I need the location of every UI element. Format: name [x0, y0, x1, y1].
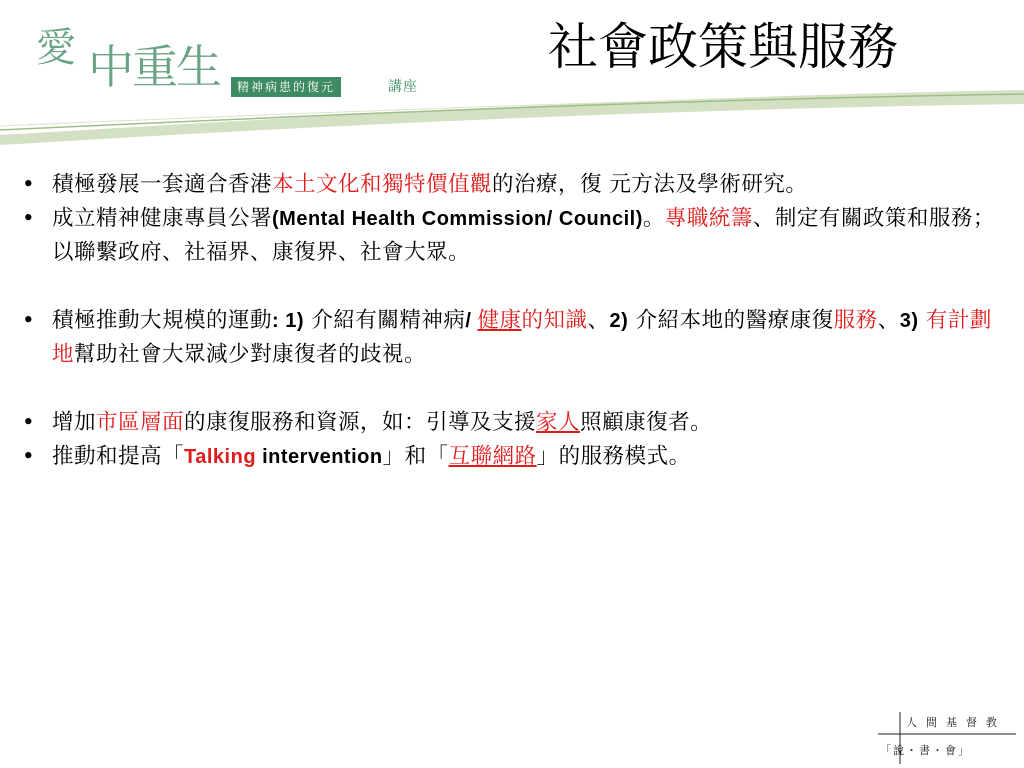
bullet-text: 介紹有關精神病 [304, 308, 466, 333]
bullet-text: (Mental Health Commission/ Council) [272, 208, 643, 230]
logo-subtitle: 精神病患的復元 [231, 77, 341, 97]
bullet-spacer [0, 372, 1024, 406]
bullet-text: 。 [642, 206, 665, 231]
bullet-text: 、 [587, 308, 610, 333]
highlight-text: 專職統籌 [664, 206, 753, 231]
highlight-text: 市區層面 [96, 410, 185, 435]
bullet-item [0, 168, 1024, 202]
bullet-item [0, 406, 1024, 440]
bullet-text: / [465, 310, 478, 332]
bullet-dot: • [22, 172, 36, 197]
highlight-text: 互聯網路 [448, 444, 537, 469]
bullet-text: 2) [609, 310, 629, 332]
bullet-text: 成立精神健康專員公署 [52, 206, 273, 231]
highlight-text: 有計劃地 [52, 308, 992, 367]
bullet-text: intervention [256, 446, 383, 468]
highlight-text: 本土文化和獨特價值觀 [272, 172, 493, 197]
bullet-text: 積極推動大規模的運動 [52, 308, 273, 333]
bullet-text: 的康復服務和資源，如：引導及支援 [184, 410, 537, 435]
bullet-text: 」的服務模式。 [536, 444, 691, 469]
bullet-text: 推動和提高「 [52, 444, 185, 469]
bullet-text: 、 [877, 308, 900, 333]
bullet-item [0, 440, 1024, 474]
highlight-text: Talking [184, 446, 257, 468]
slide-title: 社會政策與服務 [548, 18, 898, 76]
bullet-item [0, 202, 1024, 270]
decorative-band [0, 90, 1024, 150]
bullet-text: 」和「 [382, 444, 449, 469]
bullet-text [919, 308, 926, 333]
bullet-list [0, 168, 1024, 474]
bullet-dot: • [22, 444, 36, 469]
bullet-item [0, 304, 1024, 372]
bullet-text: 幫助社會大眾減少對康復者的歧視。 [74, 342, 427, 367]
logo-char-ai: 愛 [36, 25, 76, 71]
highlight-text: 服務 [833, 308, 878, 333]
bullet-text: 、制定有關政策和服務；以聯繫政府、社福界、康復界、社會大眾。 [52, 206, 995, 265]
highlight-text: 家人 [536, 410, 581, 435]
bullet-dot: • [22, 410, 36, 435]
bullet-dot: • [22, 308, 36, 333]
bullet-text: 介紹本地的醫療康復 [628, 308, 834, 333]
bullet-text: 積極發展一套適合香港 [52, 172, 273, 197]
bullet-text: 3) [899, 310, 919, 332]
bullet-text: : 1) [272, 310, 305, 332]
logo-chars: 中重生 [88, 40, 220, 94]
bullet-dot: • [22, 206, 36, 231]
logo-lecture-label: 講座 [388, 79, 418, 95]
footer-org-name: 人間基督教 [906, 716, 1006, 729]
bullet-text: 增加 [52, 410, 97, 435]
highlight-text: 健康 [477, 308, 522, 333]
bullet-text: 的治療，復 元方法及學術研究。 [492, 172, 808, 197]
bullet-text: 照顧康復者。 [580, 410, 713, 435]
bullet-spacer [0, 270, 1024, 304]
footer-series-name: 「說・書・會」 [880, 744, 971, 757]
footer-logo [878, 712, 1018, 768]
highlight-text: 的知識 [521, 308, 588, 333]
